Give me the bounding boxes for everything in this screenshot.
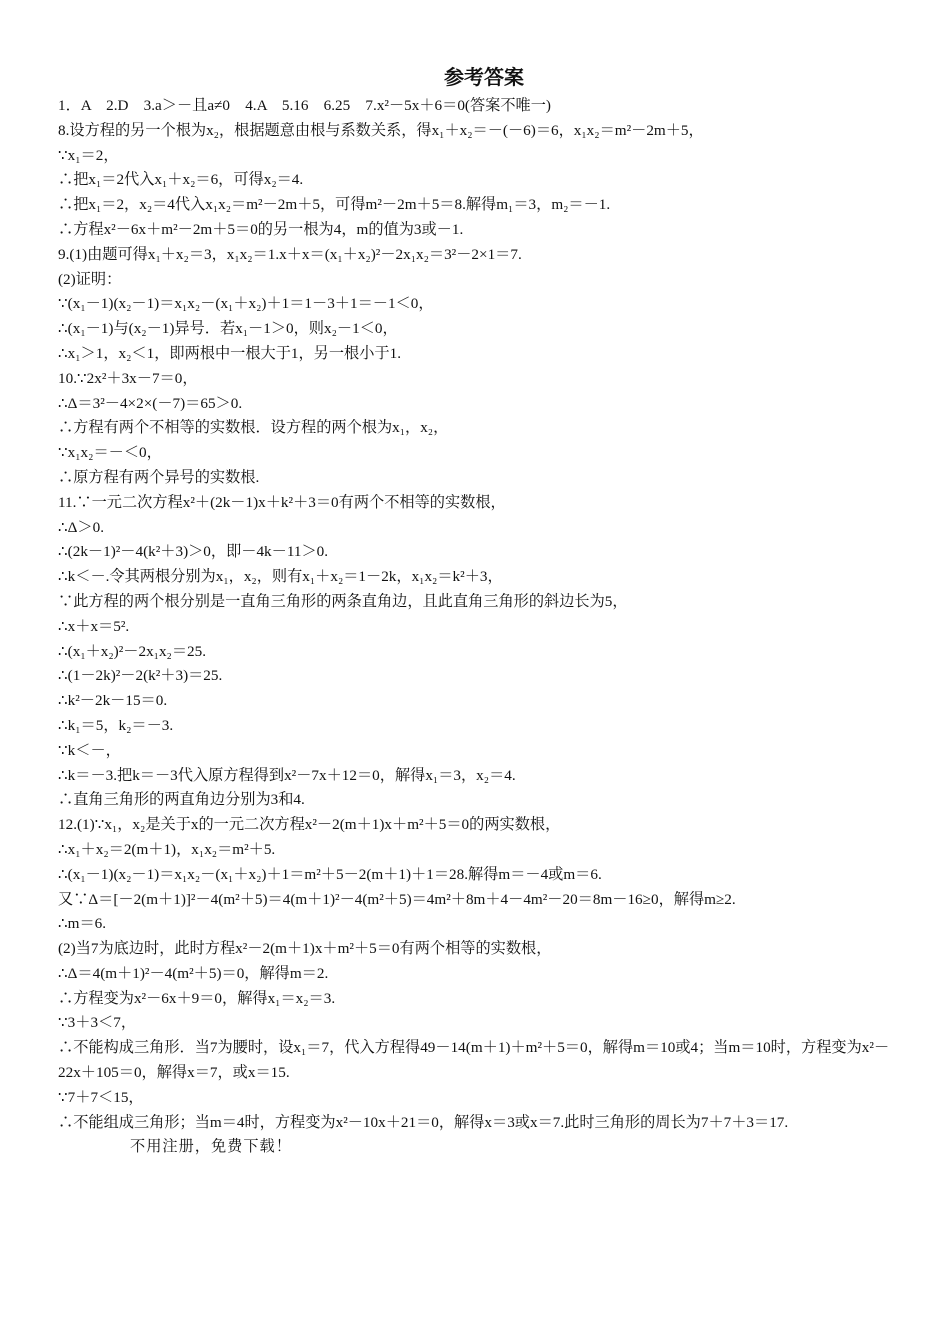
answer-line: ∴x＋x＝5². [58,617,130,635]
answer-line: ∵3＋3＜7， [58,1014,137,1032]
answer-line: 10.∵2x²＋3x－7＝0， [58,369,198,387]
answer-line: ∴把x₁＝2代入x₁＋x₂＝6，可得x₂＝4. [58,171,304,189]
answer-line: ∴方程x²－6x＋m²－2m＋5＝0的另一根为4，m的值为3或－1. [58,220,464,238]
answer-line: ∴m＝6. [58,915,107,933]
answer-line: ∴原方程有两个异号的实数根. [58,468,260,486]
answer-line: ∴(x₁－1)(x₂－1)＝x₁x₂－(x₁＋x₂)＋1＝m²＋5－2(m＋1)＋1＝28.解得m＝－4或m＝6. [58,865,602,883]
answer-line: ∴k＝－3.把k＝－3代入原方程得到x²－7x＋12＝0，解得x₁＝3，x₂＝4. [58,766,516,784]
answer-line: ∵k＜－， [58,741,121,759]
answer-line: ∴(2k－1)²－4(k²＋3)＞0，即－4k－11＞0. [58,543,329,561]
answer-line: ∵x₁x₂＝－＜0， [58,444,162,462]
answer-line: ∴(x₁－1)与(x₂－1)异号．若x₁－1＞0，则x₂－1＜0， [58,320,398,338]
answer-line: ∴把x₁＝2，x₂＝4代入x₁x₂＝m²－2m＋5，可得m²－2m＋5＝8.解得m₁＝3，m₂＝－1. [58,196,611,214]
answer-line: ∴Δ＝3²－4×2×(－7)＝65＞0. [58,394,243,412]
answer-line: 又∵Δ＝[－2(m＋1)]²－4(m²＋5)＝4(m＋1)²－4(m²＋5)＝4m²＋8m＋4－4m²－20＝8m－16≥0，解得m≥2. [58,890,736,908]
answer-line: (2)当7为底边时，此时方程x²－2(m＋1)x＋m²＋5＝0有两个相等的实数根， [58,940,552,958]
answer-line: ∵(x₁－1)(x₂－1)＝x₁x₂－(x₁＋x₂)＋1＝1－3＋1＝－1＜0， [58,295,434,313]
answer-line: ∴(x₁＋x₂)²－2x₁x₂＝25. [58,642,207,660]
answer-line: 1．A 2.D 3.a＞－且a≠0 4.A 5.16 6.25 7.x²－5x＋6＝0(答案不唯一) [58,97,551,114]
answer-line: 11.∵一元二次方程x²＋(2k－1)x＋k²＋3＝0有两个不相等的实数根， [58,493,506,511]
answer-line: 12.(1)∵x₁，x₂是关于x的一元二次方程x²－2(m＋1)x＋m²＋5＝0的两实数根， [58,816,561,834]
answer-line: ∴k²－2k－15＝0. [58,692,168,710]
answer-line: ∴不能组成三角形；当m＝4时，方程变为x²－10x＋21＝0，解得x＝3或x＝7.此时三角形的周长为7＋7＋3＝17. [58,1113,789,1131]
footer-note: 不用注册，免费下载！ [130,1138,292,1156]
answer-line: ∴k＜－.令其两根分别为x₁，x₂，则有x₁＋x₂＝1－2k，x₁x₂＝k²＋3， [58,568,503,586]
page-title: 参考答案 [444,65,524,89]
answer-line: ∴(1－2k)²－2(k²＋3)＝25. [58,667,223,685]
answer-line: 9.(1)由题可得x₁＋x₂＝3，x₁x₂＝1.x＋x＝(x₁＋x₂)²－2x₁x₂＝3²－2×1＝7. [58,245,522,263]
answer-body [58,94,910,1160]
answer-line: 8.设方程的另一个根为x₂，根据题意由根与系数关系，得x₁＋x₂＝－(－6)＝6，x₁x₂＝m²－2m＋5， [58,121,704,139]
answer-line: ∵此方程的两个根分别是一直角三角形的两条直角边，且此直角三角形的斜边长为5， [58,592,628,610]
answer-line: ∴直角三角形的两直角边分别为3和4. [58,791,305,809]
answer-line: ∵x₁＝2， [58,146,119,164]
answer-line: ∴方程有两个不相等的实数根．设方程的两个根为x₁，x₂， [58,419,449,437]
answer-line: (2)证明： [58,270,122,288]
answer-line: ∴x₁＞1，x₂＜1，即两根中一根大于1，另一根小于1. [58,344,401,362]
answer-line: ∴方程变为x²－6x＋9＝0，解得x₁＝x₂＝3. [58,989,336,1007]
answer-line: ∴Δ＝4(m＋1)²－4(m²＋5)＝0，解得m＝2. [58,964,329,982]
answer-line: ∴k₁＝5，k₂＝－3. [58,716,174,734]
answer-line: ∴x₁＋x₂＝2(m＋1)，x₁x₂＝m²＋5. [58,840,276,858]
answer-line: ∴不能构成三角形．当7为腰时，设x₁＝7，代入方程得49－14(m＋1)＋m²＋5＝0，解得m＝10或4；当m＝10时，方程变为x²－22x＋105＝0，解得x＝7，或x＝15. [58,1039,890,1082]
answer-line: ∴Δ＞0. [58,518,105,536]
answer-line: ∵7＋7＜15， [58,1088,144,1106]
